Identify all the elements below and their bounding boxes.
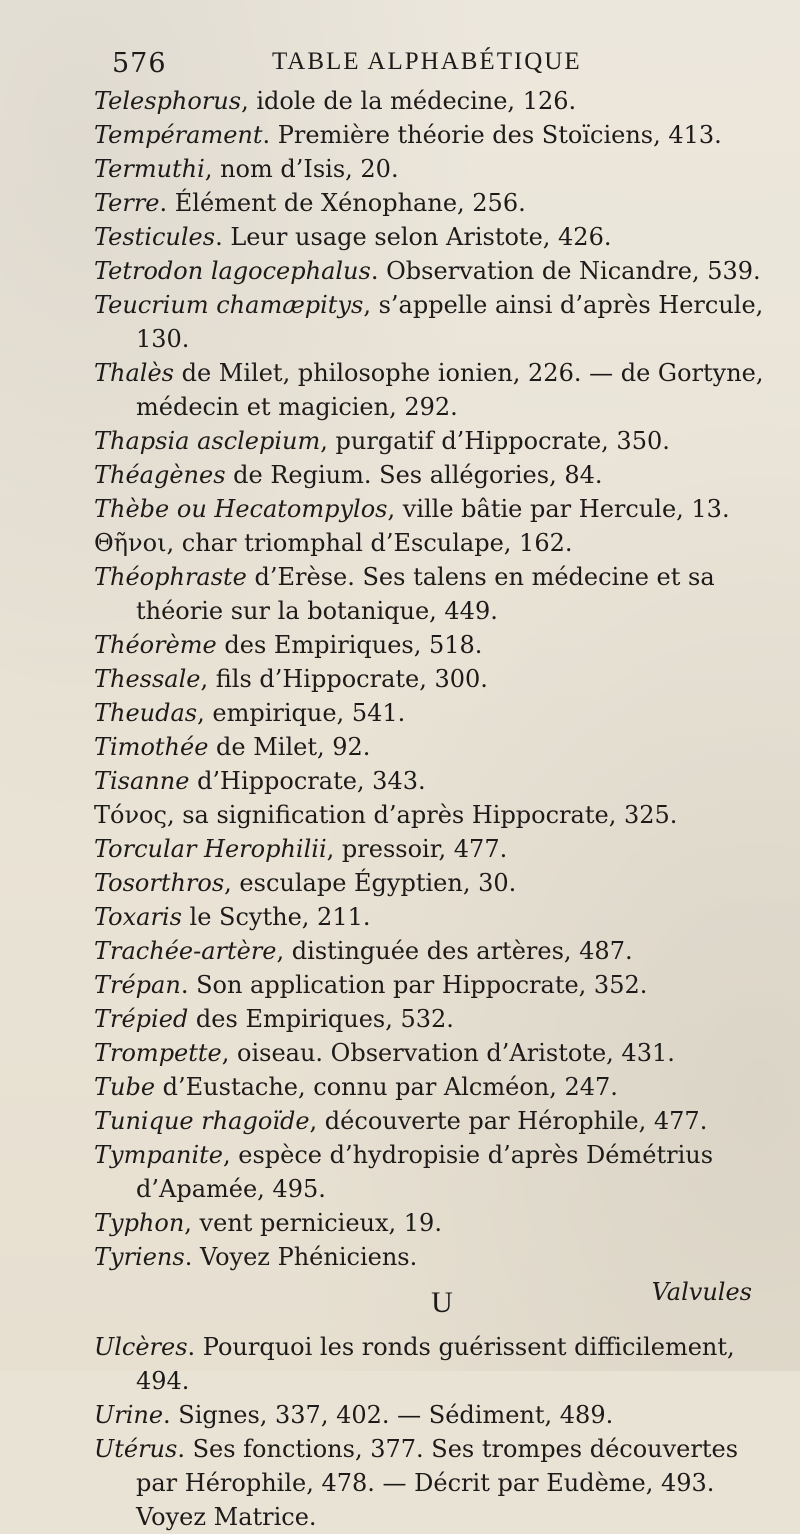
index-entry: Theudas, empirique, 541. [94, 699, 406, 727]
index-entry: Théagènes de Regium. Ses allégories, 84. [94, 461, 603, 489]
catchword: Valvules [651, 1278, 752, 1306]
index-entry: Trépied des Empiriques, 532. [94, 1005, 454, 1033]
index-entry: Thessale, fils d’Hippocrate, 300. [94, 665, 488, 693]
index-entry: Tetrodon lagocephalus. Observation de Nicandre, 539. [94, 257, 761, 285]
running-title: TABLE ALPHABÉTIQUE [272, 48, 582, 75]
index-entry: Trachée-artère, distinguée des artères, 487. [94, 937, 633, 965]
index-entry: Trépan. Son application par Hippocrate, 352. [94, 971, 648, 999]
index-entry: Tisanne d’Hippocrate, 343. [94, 767, 426, 795]
index-entry: Tunique rhagoïde, découverte par Hérophile, 477. [94, 1107, 708, 1135]
index-entry: Testicules. Leur usage selon Aristote, 426. [94, 223, 612, 251]
index-entry: Torcular Herophilii, pressoir, 477. [94, 835, 508, 863]
index-entry: Thèbe ou Hecatompylos, ville bâtie par Hercule, 13. [94, 495, 730, 523]
index-entry: Ulcères. Pourquoi les ronds guérissent difficilement, 494. [94, 1333, 735, 1395]
index-entry: Utérus. Ses fonctions, 377. Ses trompes découvertes par Hérophile, 478. — Décrit par Eudème, 493. Voyez Matrice. [94, 1435, 739, 1531]
page-number: 576 [112, 48, 167, 79]
index-entry: Termuthi, nom d’Isis, 20. [94, 155, 399, 183]
index-entry: Teucrium chamæpitys, s’appelle ainsi d’après Hercule, 130. [94, 291, 764, 353]
index-entry: Terre. Élément de Xénophane, 256. [94, 189, 526, 217]
index-entry: Tyriens. Voyez Phéniciens. [94, 1243, 418, 1271]
index-entry: Tube d’Eustache, connu par Alcméon, 247. [94, 1073, 618, 1101]
index-entry: Théorème des Empiriques, 518. [94, 631, 483, 659]
index-entry: Timothée de Milet, 92. [94, 733, 371, 761]
index-entry: Thalès de Milet, philosophe ionien, 226. — de Gortyne, médecin et magicien, 292. [94, 359, 764, 421]
index-entry: Théophraste d’Erèse. Ses talens en médecine et sa théorie sur la botanique, 449. [94, 563, 715, 625]
index-entry: Toxaris le Scythe, 211. [94, 903, 371, 931]
index-entry: Tympanite, espèce d’hydropisie d’après Démétrius d’Apamée, 495. [94, 1141, 714, 1203]
index-entry: Thapsia asclepium, purgatif d’Hippocrate, 350. [94, 427, 670, 455]
index-entry: Tempérament. Première théorie des Stoïciens, 413. [94, 121, 722, 149]
section-letter: U [431, 1286, 453, 1319]
index-entry: Telesphorus, idole de la médecine, 126. [94, 87, 577, 115]
index-entry: Trompette, oiseau. Observation d’Aristote, 431. [94, 1039, 675, 1067]
index-entry: Typhon, vent pernicieux, 19. [94, 1209, 442, 1237]
index-entry: Θῆνοι, char triomphal d’Esculape, 162. [94, 529, 573, 557]
index-entry: Tosorthros, esculape Égyptien, 30. [94, 869, 517, 897]
index-entries [94, 84, 770, 1534]
index-entry: Τόνος, sa signification d’après Hippocrate, 325. [94, 801, 678, 829]
index-entry: Urine. Signes, 337, 402. — Sédiment, 489. [94, 1401, 614, 1429]
page-header [112, 48, 692, 82]
